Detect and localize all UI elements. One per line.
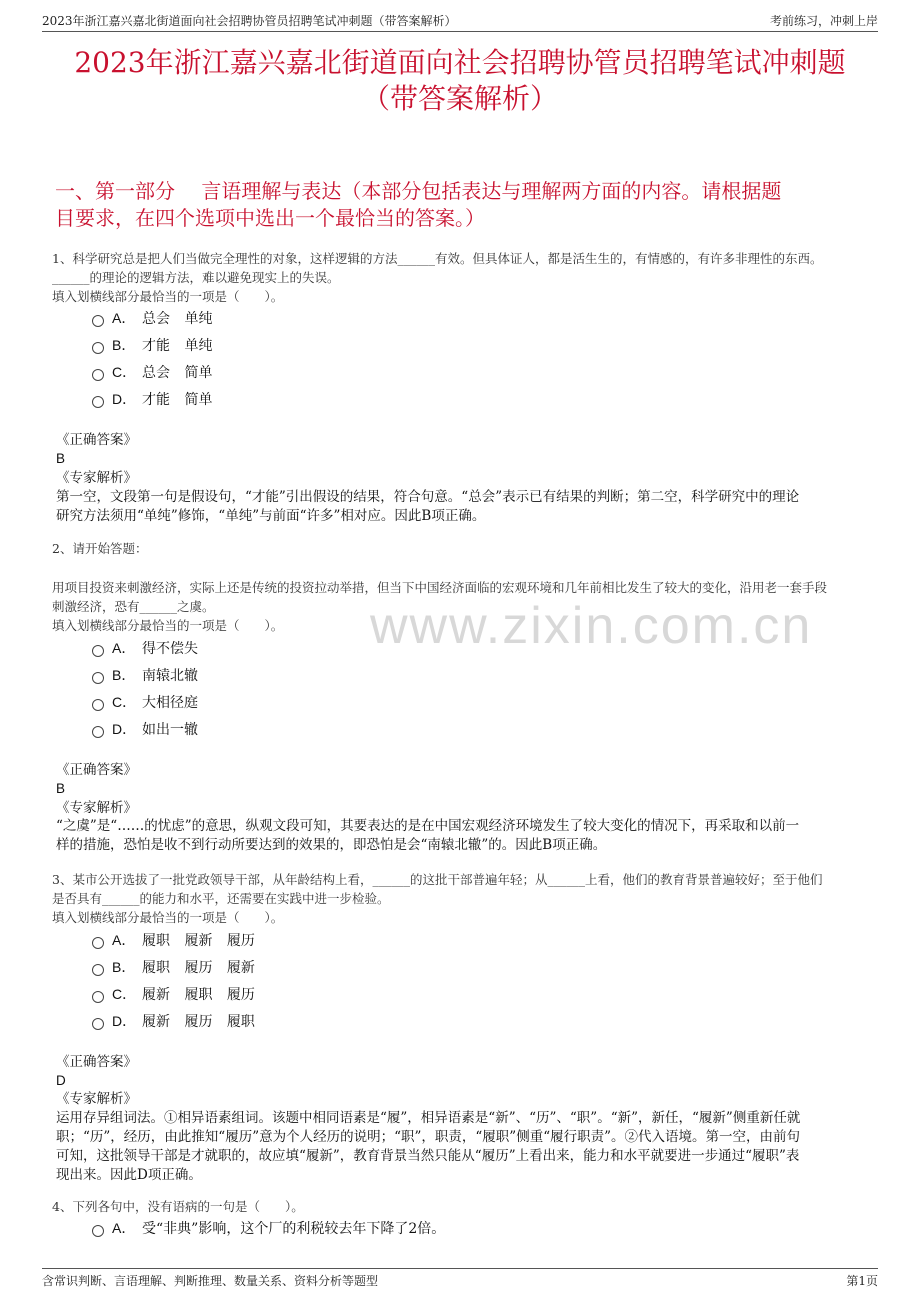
option-a[interactable]: A． 受“非典”影响，这个厂的利税较去年下降了2倍。 xyxy=(92,1217,445,1239)
document-title: 2023年浙江嘉兴嘉北街道面向社会招聘协管员招聘笔试冲刺题 xyxy=(74,46,846,79)
watermark: www.zixin.com.cn xyxy=(370,597,813,655)
page-number: 第1页 xyxy=(846,1274,878,1288)
answer-label: 《正确答案》 xyxy=(56,432,137,448)
section-heading-cont: 目要求，在四个选项中选出一个最恰当的答案。） xyxy=(55,206,485,230)
analysis-label: 《专家解析》 xyxy=(56,800,137,816)
analysis-text: 第一空，文段第一句是假设句，“才能”引出假设的结果，符合句意。“总会”表示已有结果的判断；第二空，科学研究中的理论 xyxy=(56,489,800,505)
analysis-label: 《专家解析》 xyxy=(56,1091,137,1107)
radio-icon[interactable] xyxy=(92,937,104,949)
option-a[interactable]: A． 履职 履新 履历 xyxy=(92,929,255,951)
option-d[interactable]: D． 如出一辙 xyxy=(92,718,198,740)
radio-icon[interactable] xyxy=(92,369,104,381)
header-divider xyxy=(42,31,878,32)
radio-icon[interactable] xyxy=(92,645,104,657)
radio-icon[interactable] xyxy=(92,964,104,976)
answer-value: B xyxy=(56,451,66,466)
radio-icon[interactable] xyxy=(92,396,104,408)
radio-icon[interactable] xyxy=(92,672,104,684)
option-a[interactable]: A． 总会 单纯 xyxy=(92,307,212,329)
question-stem-cont: 刺激经济，恐有______之虞。 xyxy=(52,599,215,614)
radio-icon[interactable] xyxy=(92,1225,104,1237)
question-prompt: 填入划横线部分最恰当的一项是（ ）。 xyxy=(52,289,284,304)
page-header-slogan: 考前练习，冲刺上岸 xyxy=(769,14,878,28)
analysis-text: 运用存异组词法。①相异语素组词。该题中相同语素是“履”，相异语素是“新”、“历”、“职”。“新”，新任，“履新”侧重新任就 xyxy=(56,1110,801,1126)
radio-icon[interactable] xyxy=(92,342,104,354)
answer-value: D xyxy=(56,1073,66,1088)
option-c[interactable]: C． 总会 简单 xyxy=(92,361,212,383)
analysis-text: 现出来。因此D项正确。 xyxy=(56,1167,202,1183)
option-d[interactable]: D． 才能 简单 xyxy=(92,388,212,410)
radio-icon[interactable] xyxy=(92,1018,104,1030)
section-heading: 一、第一部分 言语理解与表达（本部分包括表达与理解两方面的内容。请根据题 xyxy=(55,179,782,203)
analysis-text: 样的措施，恐怕是收不到行动所要达到的效果的，即恐怕是会“南辕北辙”的。因此B项正确。 xyxy=(56,837,607,853)
footer-divider xyxy=(42,1268,878,1269)
analysis-text: 可知，这批领导干部是才就职的，故应填“履新”，教育背景当然只能从“履历”上看出来，能力和水平就要进一步通过“履职”表 xyxy=(56,1148,800,1164)
radio-icon[interactable] xyxy=(92,726,104,738)
option-a[interactable]: A． 得不偿失 xyxy=(92,637,198,659)
question-intro: 2、请开始答题： xyxy=(52,541,148,556)
analysis-label: 《专家解析》 xyxy=(56,470,137,486)
option-b[interactable]: B． 才能 单纯 xyxy=(92,334,212,356)
question-stem: 1、科学研究总是把人们当做完全理性的对象，这样逻辑的方法______有效。但具体证人，都是活生生的，有情感的，有许多非理性的东西。 xyxy=(52,251,823,266)
answer-label: 《正确答案》 xyxy=(56,762,137,778)
question-stem: 4、下列各句中，没有语病的一句是（ ）。 xyxy=(52,1199,304,1214)
footer-note: 含常识判断、言语理解、判断推理、数量关系、资料分析等题型 xyxy=(42,1274,379,1288)
page-header-title: 2023年浙江嘉兴嘉北街道面向社会招聘协管员招聘笔试冲刺题（带答案解析） xyxy=(42,14,457,28)
option-c[interactable]: C． 履新 履职 履历 xyxy=(92,983,255,1005)
answer-value: B xyxy=(56,781,66,796)
radio-icon[interactable] xyxy=(92,699,104,711)
document-subtitle: （带答案解析） xyxy=(361,82,558,115)
radio-icon[interactable] xyxy=(92,991,104,1003)
question-prompt: 填入划横线部分最恰当的一项是（ ）。 xyxy=(52,910,284,925)
question-stem-cont: ______的理论的逻辑方法，难以避免现实上的失误。 xyxy=(52,270,340,285)
analysis-text: 职；“历”，经历，由此推知“履历”意为个人经历的说明；“职”，职责，“履职”侧重“履行职责”。②代入语境。第一空，由前句 xyxy=(56,1129,801,1145)
question-stem: 用项目投资来刺激经济，实际上还是传统的投资拉动举措，但当下中国经济面临的宏观环境和几年前相比发生了较大的变化，沿用老一套手段 xyxy=(52,580,828,595)
question-stem-cont: 是否具有______的能力和水平，还需要在实践中进一步检验。 xyxy=(52,891,390,906)
option-c[interactable]: C． 大相径庭 xyxy=(92,691,198,713)
question-prompt: 填入划横线部分最恰当的一项是（ ）。 xyxy=(52,618,284,633)
analysis-text: 研究方法须用“单纯”修饰，“单纯”与前面“许多”相对应。因此B项正确。 xyxy=(56,508,486,524)
option-b[interactable]: B． 南辕北辙 xyxy=(92,664,198,686)
radio-icon[interactable] xyxy=(92,315,104,327)
analysis-text: “之虞”是“……的忧虑”的意思，纵观文段可知，其要表达的是在中国宏观经济环境发生了较大变化的情况下，再采取和以前一 xyxy=(56,818,800,834)
question-stem: 3、某市公开选拔了一批党政领导干部，从年龄结构上看，______的这批干部普遍年轻；从______上看，他们的教育背景普遍较好；至于他们 xyxy=(52,872,823,887)
option-d[interactable]: D． 履新 履历 履职 xyxy=(92,1010,255,1032)
option-b[interactable]: B． 履职 履历 履新 xyxy=(92,956,255,978)
answer-label: 《正确答案》 xyxy=(56,1054,137,1070)
